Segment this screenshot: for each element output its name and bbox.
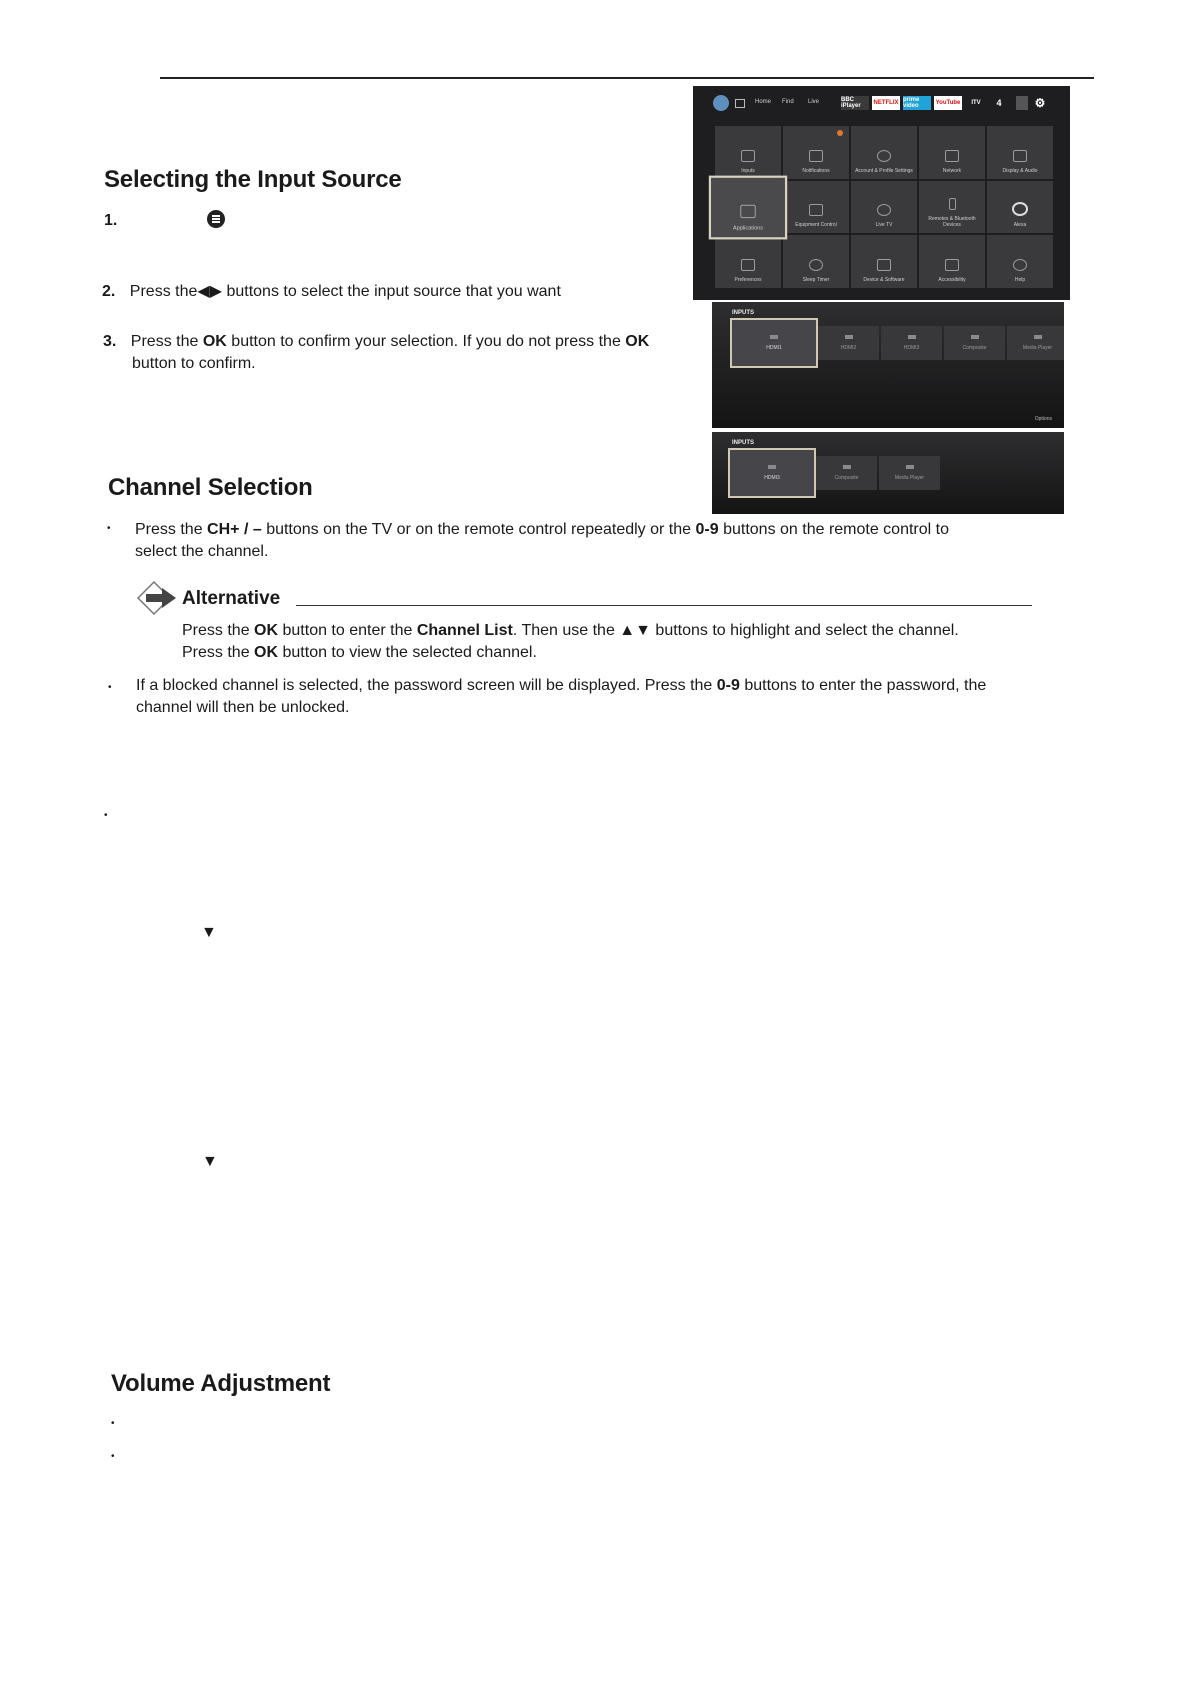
wifi-icon [945,150,959,162]
tile-help [987,235,1053,288]
app-bbc-iplayer: BBC iPlayer [841,96,869,110]
tv-icon [877,259,891,271]
text: Press the [182,644,250,661]
input-icon [735,99,745,108]
bullet: • [111,1418,115,1429]
tile-label: Device & Software [863,277,905,283]
section-heading-input: Selecting the Input Source [104,166,402,193]
tile-label: Accessibility [938,277,966,283]
step-2-text-b: buttons to select the input source that you want [226,283,561,300]
ok-label: OK [625,333,650,350]
input-label: HDMI1 [766,345,782,351]
composite-icon [843,465,851,469]
hdmi-icon [770,335,778,339]
app-netflix: NETFLIX [872,96,900,110]
section-heading-channel: Channel Selection [108,474,313,501]
text: buttons to enter the password, the [744,677,987,694]
section-heading-volume: Volume Adjustment [111,1370,331,1397]
tile-label: Preferences [734,277,762,283]
down-arrow-icon: ▼ [201,924,217,941]
channel4-icon: 4 [996,98,1002,108]
tile-equipment-control [783,181,849,234]
step-1-number: 1. [104,212,118,229]
tile-label: Equipment Control [795,222,837,229]
alternative-text [182,620,1062,664]
input-label: HDMI2 [840,345,857,351]
hdmi-icon [908,335,916,339]
tile-label: Notifications [802,167,830,174]
ch-label: CH+ / – [207,521,262,538]
alternative-arrow-icon [136,580,180,616]
bullet: • [107,523,111,534]
applications-icon [740,204,756,217]
inputs-icon [741,150,755,162]
help-icon [1013,259,1027,271]
ok-label: OK [254,622,279,639]
header-rule [160,77,1094,79]
input-card [818,326,879,360]
tile-label: Network [942,167,962,174]
options-label: Options [1034,416,1052,422]
tile-label: Alexa [1013,222,1027,229]
notification-badge [837,130,843,136]
account-icon [877,150,891,162]
timer-icon [809,259,823,271]
alternative-rule [296,605,1032,606]
input-card [1007,326,1064,360]
text: Press the [182,622,250,639]
tile-alexa [987,181,1053,234]
apps-grid-icon [1016,96,1028,110]
text: buttons to highlight and select the channel. [655,622,959,639]
input-card [881,326,942,360]
media-player-icon [906,465,914,469]
tile-notifications [783,126,849,179]
bullet: • [108,682,112,693]
remote-icon [949,198,956,210]
settings-grid [715,126,1053,288]
text: If a blocked channel is selected, the password screen will be displayed. Press the [136,677,713,694]
tile-label: Live TV [875,222,893,229]
input-label: Composite [962,345,987,351]
bullet: • [111,1451,115,1462]
input-card [730,450,814,496]
step-3-text-c: button to confirm. [132,355,256,372]
text: buttons on the TV or on the remote control repeatedly or the [266,521,692,538]
app-itv: ITV [971,100,981,106]
step-2-text-a: Press the [129,283,198,300]
settings-gear-icon: ⚙ [1034,96,1046,110]
alternative-title: Alternative [182,588,281,609]
step-3-number: 3. [103,333,117,350]
input-card [879,456,940,490]
tile-label: Sleep Timer [802,277,830,283]
step-2-number: 2. [102,283,116,300]
tile-label: Inputs [741,167,755,174]
channel-bullet-2 [136,675,1056,719]
monitor-icon [809,204,823,216]
tile-label: Account & Profile Settings [855,167,913,174]
app-youtube: YouTube [934,96,962,110]
menu-button-icon [207,210,225,228]
input-card [732,320,816,366]
down-arrow-icon: ▼ [202,1153,218,1170]
inputs-heading: INPUTS [732,310,755,316]
tile-preferences [715,235,781,288]
tile-inputs [715,126,781,179]
accessibility-icon [945,259,959,271]
inputs-row [730,456,940,496]
tile-display-audio [987,126,1053,179]
tv-settings-screenshot [693,86,1070,300]
nav-home: Home [755,99,772,105]
inputs-row [732,326,1064,366]
nav-find: Find [782,99,794,105]
tile-sleep-timer [783,235,849,288]
sliders-icon [741,259,755,271]
channel-bullet-1 [135,519,1055,563]
input-label: Media Player [894,475,925,481]
tile-remotes [919,181,985,234]
step-3-text-b: button to confirm your selection. If you do not press the [231,333,621,350]
tile-label: Help [1014,277,1026,283]
text: button to enter the [282,622,413,639]
bullet: • [104,810,108,821]
bell-icon [809,150,823,162]
hdmi-icon [845,335,853,339]
step-3-text-a: Press the [130,333,199,350]
text: buttons on the remote control to [723,521,949,538]
input-label: HDMI3 [764,475,780,481]
nav-live: Live [808,99,820,105]
text: channel will then be unlocked. [136,699,350,716]
up-down-arrows-icon: ▲▼ [619,622,651,639]
channel-list-label: Channel List [416,622,513,639]
tile-label: Display & Audio [1002,167,1038,174]
tile-account [851,126,917,179]
tile-device-software [851,235,917,288]
left-right-arrows-icon: ◀▶ [197,283,222,300]
text: button to view the selected channel. [282,644,537,661]
input-label: Composite [834,475,859,481]
input-card [816,456,877,490]
antenna-icon [877,204,891,216]
input-card [944,326,1005,360]
tile-label: Remotes & Bluetooth Devices [928,216,976,229]
display-icon [1013,150,1027,162]
tv-inputs-screenshot-2 [712,432,1064,514]
tile-live-tv [851,181,917,234]
tile-applications [711,177,785,236]
inputs-heading: INPUTS [732,440,755,446]
tv-inputs-screenshot-1 [712,302,1064,428]
input-label: Media Player [1022,345,1053,351]
tile-label: Applications [732,224,764,231]
alexa-icon [1012,202,1028,216]
ok-label: OK [202,333,227,350]
composite-icon [971,335,979,339]
ok-label: OK [254,644,279,661]
text: Press the [135,521,203,538]
tv-top-bar [693,86,1070,116]
step-2 [102,281,561,303]
tile-accessibility [919,235,985,288]
tile-network [919,126,985,179]
text: select the channel. [135,543,269,560]
media-player-icon [1034,335,1042,339]
digits-label: 0-9 [716,677,740,694]
text: . Then use the [512,622,615,639]
profile-avatar [713,95,729,111]
app-prime-video: prime video [903,96,931,110]
step-3 [103,331,703,375]
hdmi-icon [768,465,776,469]
input-label: HDMI3 [903,345,920,351]
digits-label: 0-9 [695,521,719,538]
